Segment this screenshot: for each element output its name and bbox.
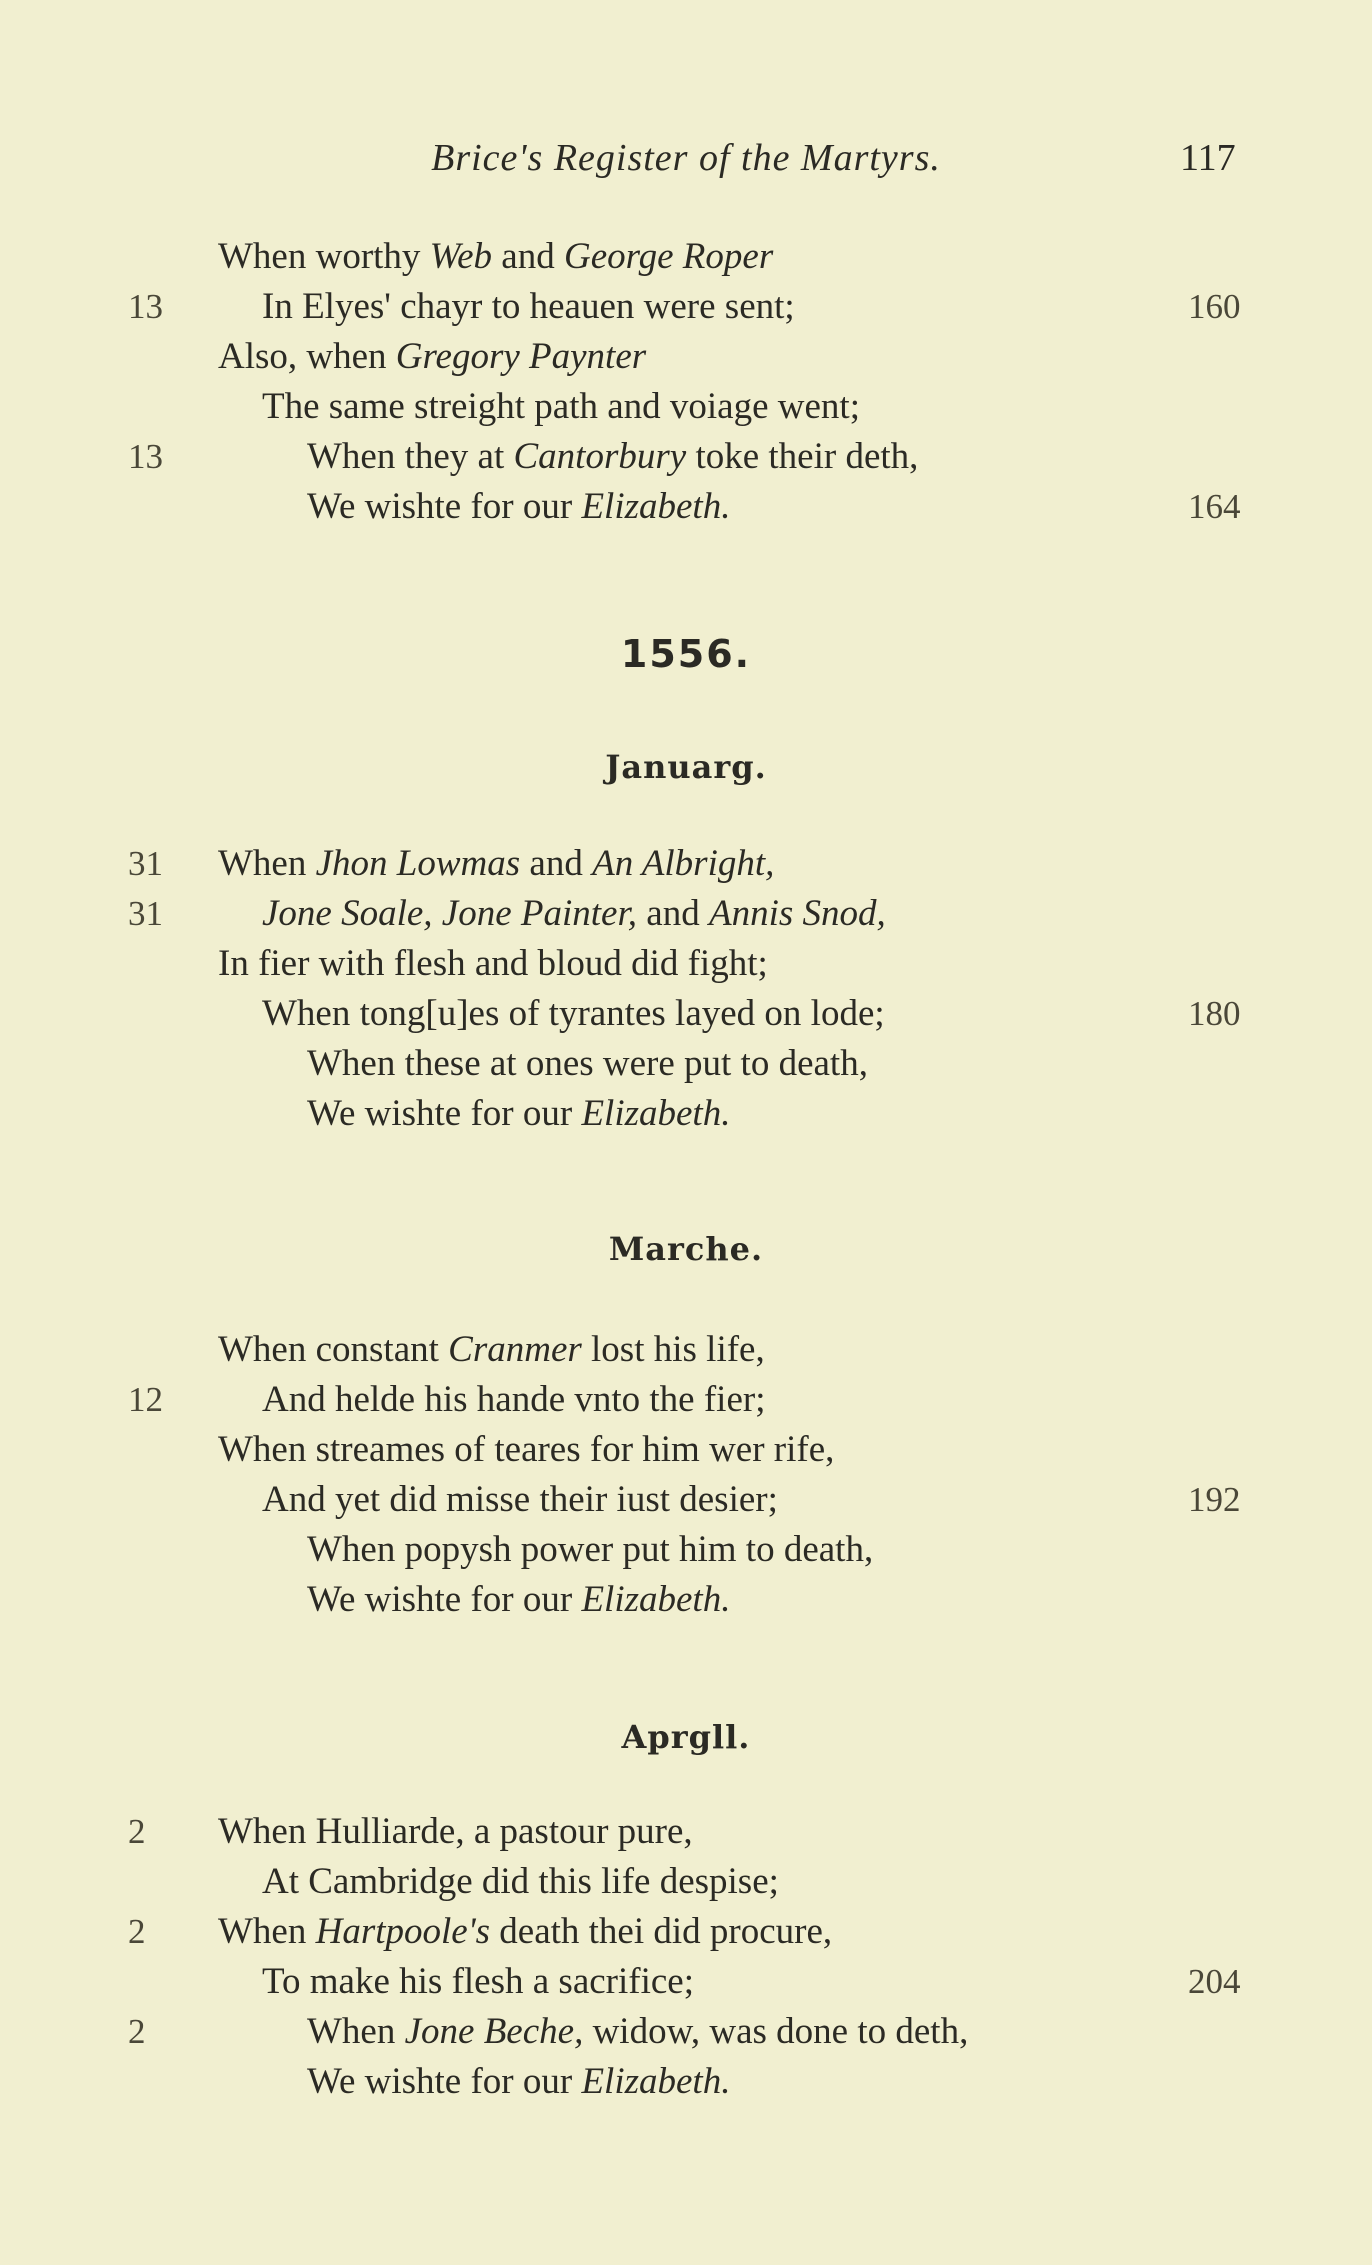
verse-line: 13 When they at Cantorbury toke their deth, bbox=[0, 432, 1372, 482]
month-heading-march: Marche. bbox=[608, 1230, 764, 1268]
verse-line: At Cambridge did this life despise; bbox=[262, 1861, 779, 1902]
verse-line: We wishte for our Elizabeth. bbox=[307, 1093, 731, 1134]
verse-line: 2 When Jone Beche, widow, was done to deth, bbox=[0, 2007, 1372, 2057]
line-number: 160 bbox=[1188, 287, 1241, 326]
line-date-number: 31 bbox=[128, 844, 163, 883]
verse-line: We wishte for our Elizabeth. bbox=[307, 1579, 731, 1620]
line-date-number: 31 bbox=[128, 894, 163, 933]
line-date-number: 13 bbox=[128, 287, 163, 326]
verse-line: When constant Cranmer lost his life, bbox=[218, 1329, 765, 1370]
verse-line: To make his flesh a sacrifice; 204 bbox=[0, 1957, 1372, 2007]
verse-line: 2 When Hartpoole's death thei did procure, bbox=[0, 1907, 1372, 1957]
line-number: 204 bbox=[1188, 1962, 1241, 2001]
year-heading: 1556. bbox=[620, 632, 752, 676]
verse-line: The same streight path and voiage went; bbox=[262, 386, 860, 427]
month-heading-january: Januarg. bbox=[605, 748, 767, 786]
verse-line: When tong[u]es of tyrantes layed on lode; 180 bbox=[0, 989, 1372, 1039]
verse-line: We wishte for our Elizabeth. 164 bbox=[0, 482, 1372, 532]
line-date-number: 2 bbox=[128, 2012, 146, 2051]
verse-line: Also, when Gregory Paynter bbox=[218, 336, 647, 377]
month-heading-april: Aprgll. bbox=[621, 1718, 751, 1756]
verse-line: When these at ones were put to death, bbox=[307, 1043, 868, 1084]
verse-line: When popysh power put him to death, bbox=[307, 1529, 874, 1570]
verse-line: 31 Jone Soale, Jone Painter, and Annis Snod, bbox=[0, 889, 1372, 939]
line-number: 180 bbox=[1188, 994, 1241, 1033]
line-date-number: 2 bbox=[128, 1912, 146, 1951]
verse-line: 31 When Jhon Lowmas and An Albright, bbox=[0, 839, 1372, 889]
verse-line: 12 And helde his hande vnto the fier; bbox=[0, 1375, 1372, 1425]
line-date-number: 13 bbox=[128, 437, 163, 476]
verse-line: We wishte for our Elizabeth. bbox=[307, 2061, 731, 2102]
verse-line: When worthy Web and George Roper bbox=[218, 236, 774, 277]
verse-line: In fier with flesh and bloud did fight; bbox=[218, 943, 768, 984]
verse-line: 13 In Elyes' chayr to heauen were sent; 160 bbox=[0, 282, 1372, 332]
line-number: 164 bbox=[1188, 487, 1241, 526]
line-number: 192 bbox=[1188, 1480, 1241, 1519]
running-header-title: Brice's Register of the Martyrs. bbox=[431, 137, 941, 179]
page-number: 117 bbox=[1180, 137, 1236, 179]
verse-line: 2 When Hulliarde, a pastour pure, bbox=[0, 1807, 1372, 1857]
verse-line: When streames of teares for him wer rife, bbox=[218, 1429, 835, 1470]
verse-line: And yet did misse their iust desier; 192 bbox=[0, 1475, 1372, 1525]
line-date-number: 12 bbox=[128, 1380, 163, 1419]
line-date-number: 2 bbox=[128, 1812, 146, 1851]
